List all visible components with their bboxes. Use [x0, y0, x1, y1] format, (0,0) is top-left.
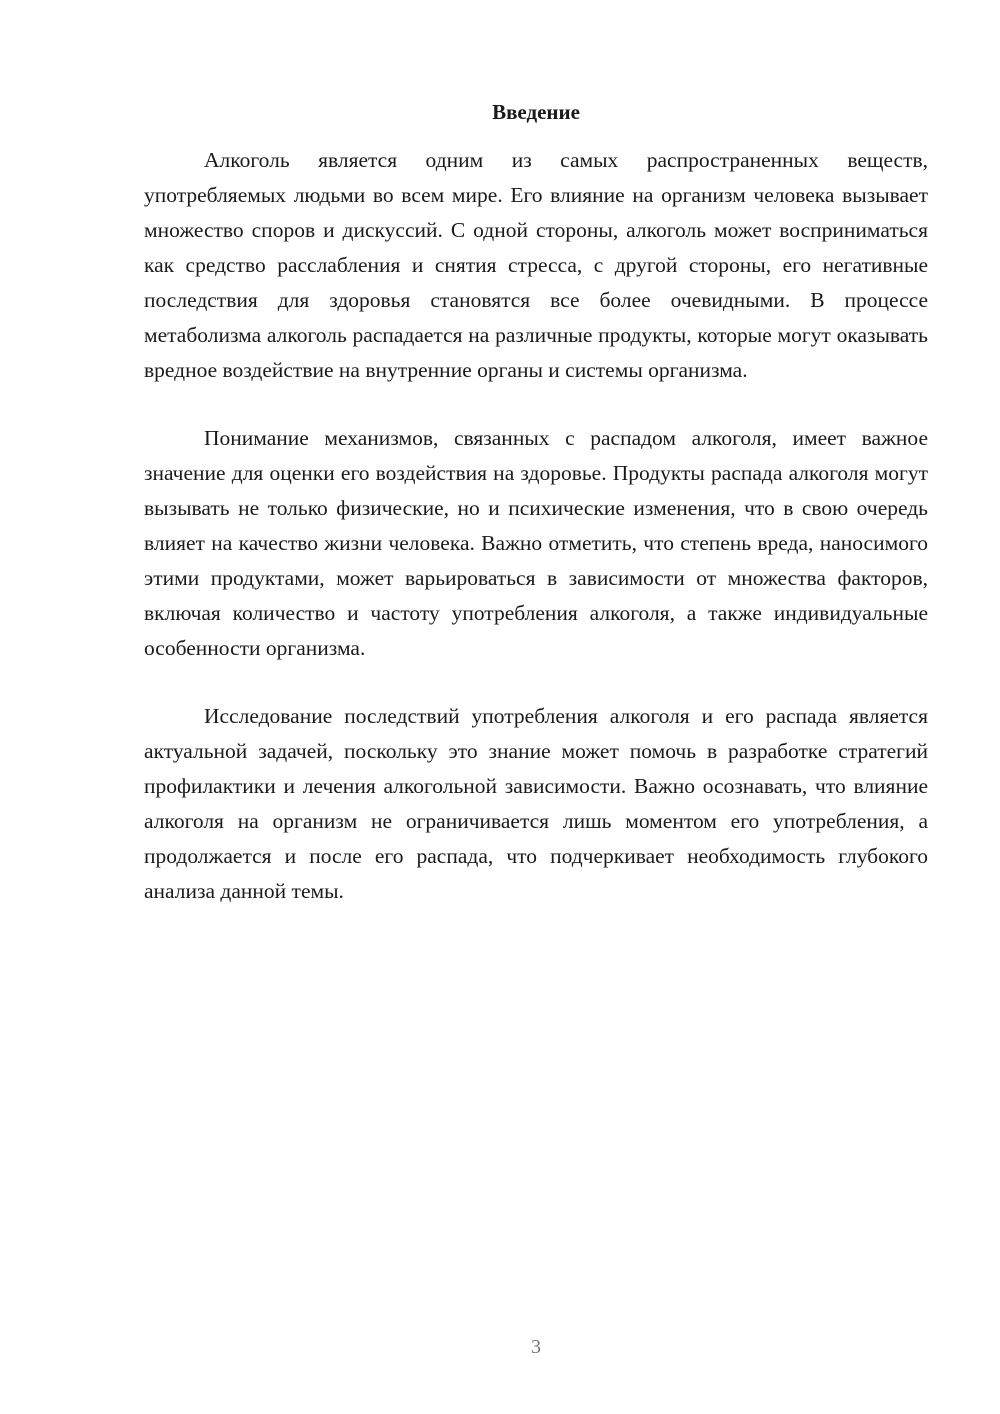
paragraph: Понимание механизмов, связанных с распадом алкоголя, имеет важное значение для оценки его воздействия на здоровье. Продукты распада алкоголя могут вызывать не только физические, но и психические изменения, что в свою очередь влияет на качество жизни человека. Важно отметить, что степень вреда, наносимого этими продуктами, может варьироваться в зависимости от множества факторов, включая количество и частоту употребления алкоголя, а также индивидуальные особенности организма. [144, 426, 928, 660]
paragraph: Алкоголь является одним из самых распространенных веществ, употребляемых людьми во всем мире. Его влияние на организм человека вызывает множество споров и дискуссий. С одной стороны, алкоголь может восприниматься как средство расслабления и снятия стресса, с другой стороны, его негативные последствия для здоровья становятся все более очевидными. В процессе метаболизма алкоголь распадается на различные продукты, которые могут оказывать вредное воздействие на внутренние органы и системы организма. [144, 148, 928, 382]
body-text [144, 143, 928, 942]
page-number: 3 [531, 1336, 541, 1358]
section-heading: Введение [492, 100, 580, 124]
paragraph: Исследование последствий употребления алкоголя и его распада является актуальной задачей, поскольку это знание может помочь в разработке стратегий профилактики и лечения алкогольной зависимости. Важно осознавать, что влияние алкоголя на организм не ограничивается лишь моментом его употребления, а продолжается и после его распада, что подчеркивает необходимость глубокого анализа данной темы. [144, 704, 928, 903]
